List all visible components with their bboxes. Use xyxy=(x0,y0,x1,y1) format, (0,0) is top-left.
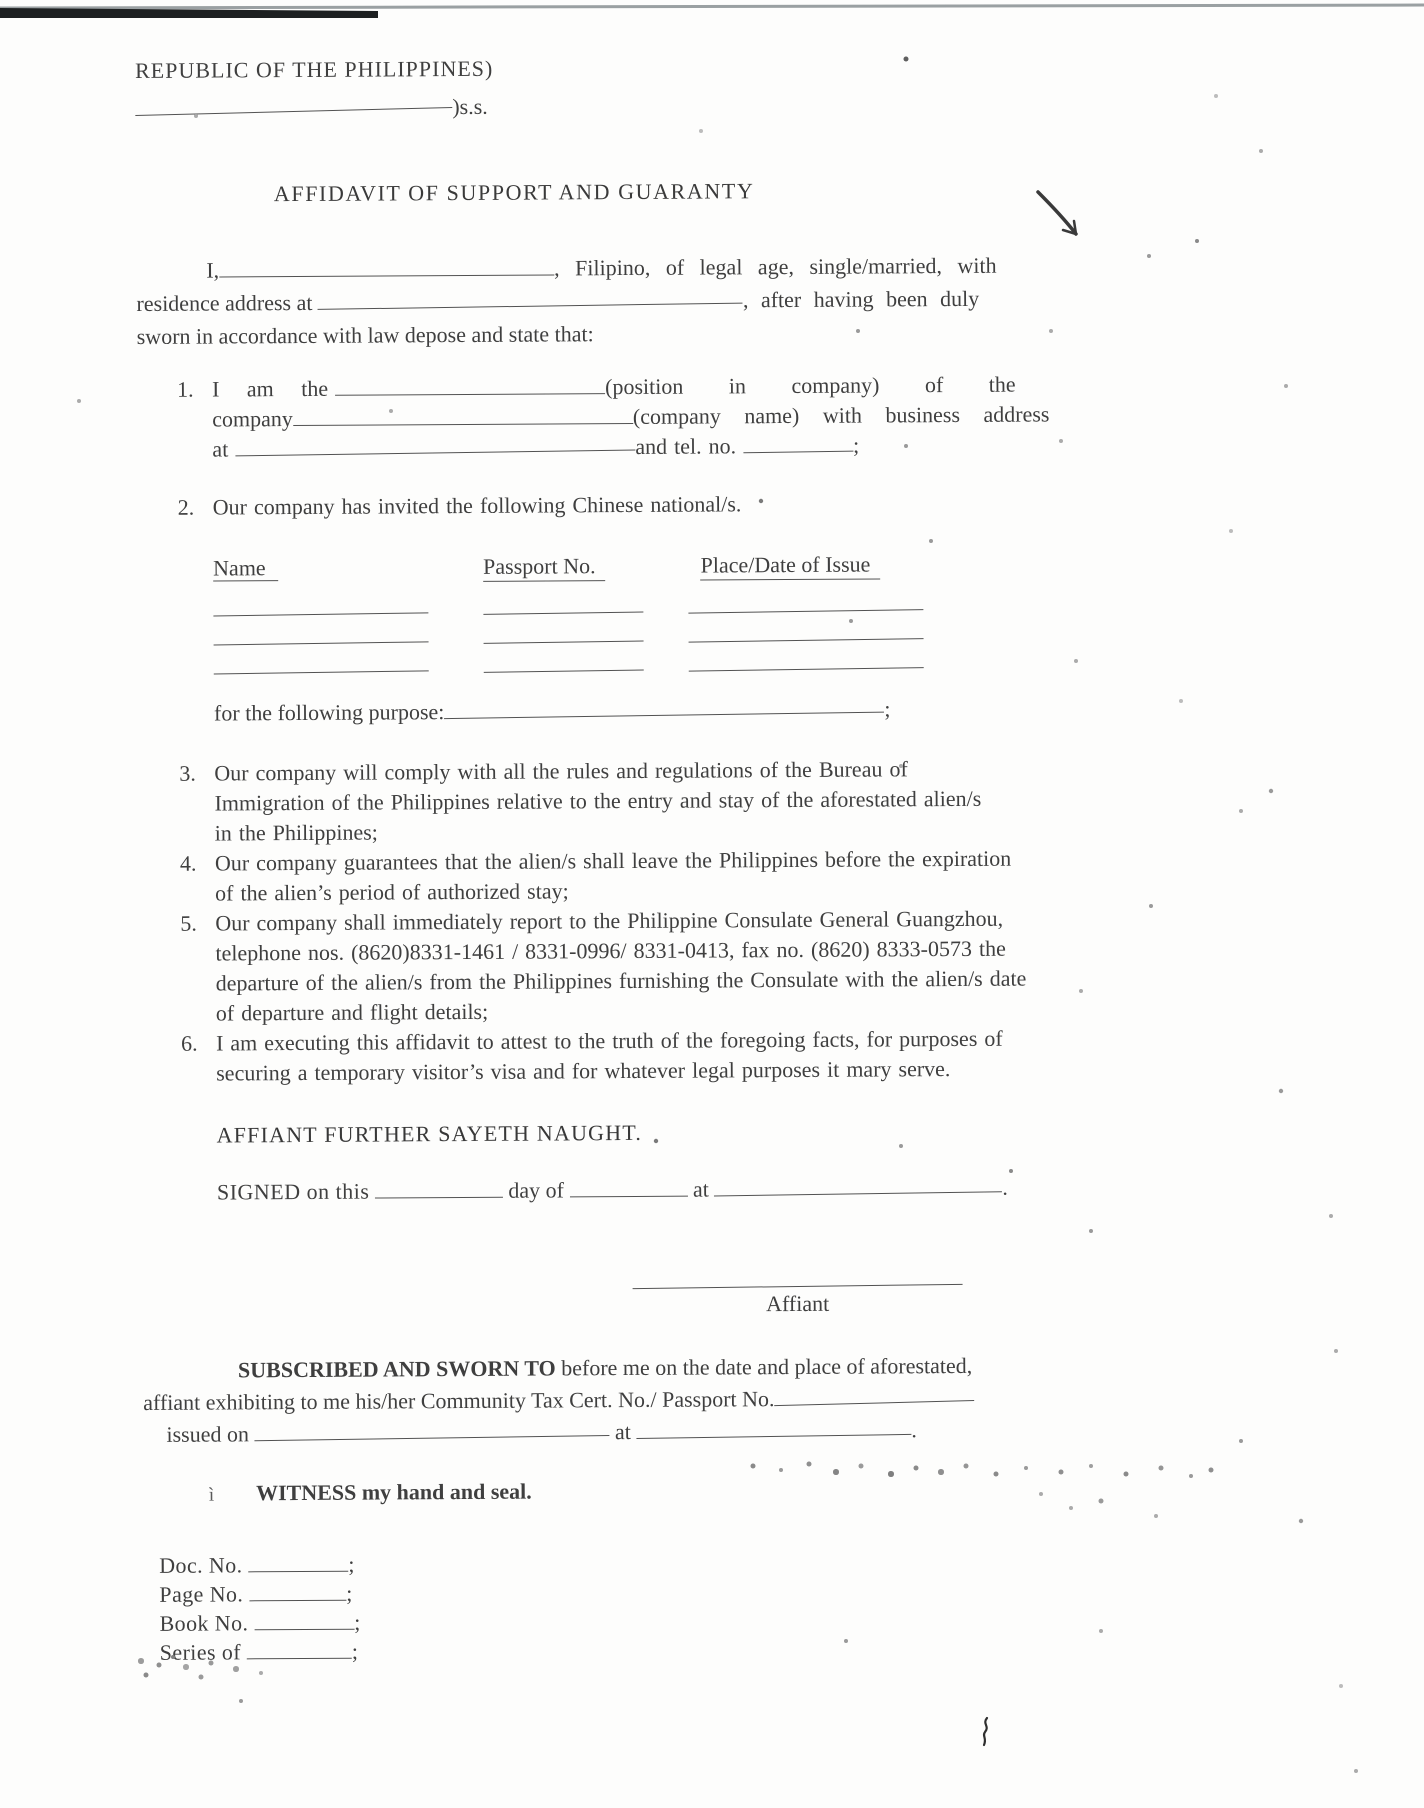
passport-blank xyxy=(483,590,643,615)
jurat-paragraph xyxy=(143,1349,1174,1451)
clause-5-line-3: departure of the alien/s from the Philippines furnishing the Consulate with the alien/s date xyxy=(215,965,1027,996)
signed-period: . xyxy=(1002,1174,1008,1200)
clause-1-line-3 xyxy=(212,429,1167,465)
cert-number-blank xyxy=(774,1380,974,1406)
document-content xyxy=(135,52,1175,1667)
clause-5-number: 5. xyxy=(180,910,197,936)
purpose-line xyxy=(139,693,1169,729)
subscribed-sworn-label: SUBSCRIBED AND SWORN TO xyxy=(237,1355,556,1383)
col-header-name xyxy=(213,553,483,584)
affiant-label: Affiant xyxy=(765,1290,830,1317)
clause-4 xyxy=(140,843,1170,909)
clause-3-line-2: Immigration of the Philippines relative to the entry and stay of the aforestated alien/s xyxy=(214,785,982,816)
series-blank xyxy=(247,1640,352,1660)
clause-1-end: ; xyxy=(852,432,860,458)
book-no-semi: ; xyxy=(354,1609,361,1635)
clause-5-line-1: Our company shall immediately report to the Philippine Consulate General Guangzhou, xyxy=(215,905,1004,936)
clause-3-number: 3. xyxy=(179,760,196,786)
witness-line xyxy=(144,1473,1174,1511)
venue-blank-line xyxy=(135,88,1165,124)
clause-2 xyxy=(138,487,1168,523)
clause-2-text: Our company has invited the following Chinese national/s. xyxy=(212,491,742,520)
passport-blank xyxy=(483,648,643,673)
signed-day-blank xyxy=(375,1177,503,1199)
clause-6-line-1: I am executing this affidavit to attest to the truth of the foregoing facts, for purposes of xyxy=(215,1025,1003,1056)
business-address-blank xyxy=(235,429,635,456)
clause-6-number: 6. xyxy=(180,1030,198,1056)
place-date-blank xyxy=(688,616,923,642)
clause-2-number: 2. xyxy=(177,494,195,520)
signed-at-label: at xyxy=(692,1176,709,1202)
stray-paren-mark: ì xyxy=(208,1484,215,1506)
passport-blank xyxy=(483,619,643,644)
tel-blank xyxy=(743,431,853,454)
witness-text: WITNESS my hand and seal. xyxy=(255,1478,532,1506)
venue-line: REPUBLIC OF THE PHILIPPINES) xyxy=(135,55,494,83)
clause-1-lead: I am the xyxy=(211,375,329,402)
series-semi: ; xyxy=(351,1638,359,1664)
scan-noise-speckles xyxy=(0,0,2,2)
tel-label: and tel. no. xyxy=(635,433,737,459)
residence-label: residence address at xyxy=(136,289,313,316)
col-header-passport: Passport No. xyxy=(483,552,606,582)
residence-address-blank xyxy=(318,283,743,310)
clause-1 xyxy=(137,369,1168,465)
clause-5-line-4: of departure and flight details; xyxy=(215,998,489,1026)
name-blank xyxy=(213,619,428,645)
clause-1-line-2 xyxy=(212,399,1167,435)
invitees-table-headers xyxy=(213,549,1168,584)
jurat-line-3 xyxy=(143,1413,1173,1451)
series-label: Series of xyxy=(159,1639,242,1665)
col-header-place-date: Place/Date of Issue xyxy=(700,550,880,580)
purpose-end: ; xyxy=(884,696,891,722)
intro-line-3: sworn in accordance with law depose and state that: xyxy=(136,321,594,349)
clause-3 xyxy=(139,753,1170,849)
company-name-blank xyxy=(293,403,633,426)
clause-3-line-1: Our company will comply with all the rules and regulations of the Bureau of xyxy=(214,756,908,786)
clause-6-line-2: securing a temporary visitor’s visa and for whatever legal purposes it mary serve. xyxy=(216,1056,951,1086)
doc-no-blank xyxy=(248,1553,348,1573)
page-no-label: Page No. xyxy=(159,1581,244,1607)
invitees-table xyxy=(138,549,1169,681)
scanner-artifact-bar xyxy=(0,8,378,18)
signed-line xyxy=(142,1172,1172,1208)
clause-4-line-1: Our company guarantees that the alien/s shall leave the Philippines before the expiration xyxy=(214,845,1012,876)
day-of-label: day of xyxy=(508,1177,565,1203)
book-no-label: Book No. xyxy=(159,1610,249,1636)
issued-on-label: issued on xyxy=(166,1421,249,1447)
company-label: company xyxy=(212,406,293,432)
clause-4-line-2: of the alien’s period of authorized stay; xyxy=(215,878,569,906)
intro-line2-tail: , after having been duly xyxy=(742,285,980,313)
purpose-label: for the following purpose: xyxy=(213,699,445,726)
clause-5 xyxy=(140,903,1171,1029)
intro-paragraph xyxy=(136,248,1167,353)
business-address-label: at xyxy=(212,436,229,462)
clause-6 xyxy=(141,1023,1171,1089)
notary-block xyxy=(144,1545,1175,1667)
book-no-blank xyxy=(254,1611,354,1631)
jurat-line1-rest: before me on the date and place of aforestated, xyxy=(555,1352,973,1381)
issued-date-blank xyxy=(254,1415,609,1441)
doc-no-label: Doc. No. xyxy=(159,1552,243,1578)
signed-label: SIGNED on this xyxy=(216,1178,370,1205)
clause-4-number: 4. xyxy=(179,850,197,876)
pen-arrow-mark xyxy=(1032,186,1102,261)
table-row xyxy=(214,646,1169,681)
issued-at-label: at xyxy=(614,1418,631,1445)
ss-label: )s.s. xyxy=(452,93,488,120)
clause-3-line-3: in the Philippines; xyxy=(214,819,378,846)
jurat-period: . xyxy=(911,1417,917,1443)
intro-after-name: , Filipino, of legal age, single/married, with xyxy=(554,252,997,281)
affiant-name-blank xyxy=(219,254,554,277)
squiggle-mark xyxy=(978,1716,994,1748)
company-caption: (company name) with business address xyxy=(632,401,1050,429)
signed-place-blank xyxy=(714,1171,1002,1196)
position-caption: (position in company) of the xyxy=(605,371,1016,400)
document-title: AFFIDAVIT OF SUPPORT AND GUARANTY xyxy=(273,178,755,207)
sayeth-line: AFFIANT FURTHER SAYETH NAUGHT. xyxy=(216,1119,643,1148)
scan-smudge-bottom-left xyxy=(130,1652,132,1654)
name-blank xyxy=(213,648,428,674)
name-blank xyxy=(213,590,428,616)
jurat-line2-text: affiant exhibiting to me his/her Community Tax Cert. No./ Passport No. xyxy=(143,1386,775,1415)
scanner-artifact-line xyxy=(0,4,1424,10)
scan-noise-band xyxy=(740,1455,742,1457)
affiant-signature-block xyxy=(632,1263,962,1318)
intro-lead: I, xyxy=(206,257,220,283)
page-no-semi: ; xyxy=(346,1580,353,1606)
affiant-signature-line xyxy=(632,1262,962,1289)
issued-place-blank xyxy=(636,1414,911,1439)
signed-month-blank xyxy=(569,1176,687,1198)
position-blank xyxy=(335,373,605,396)
page-no-blank xyxy=(249,1582,346,1602)
series-line xyxy=(160,1632,1175,1667)
clause-1-number: 1. xyxy=(176,376,194,402)
place-date-blank xyxy=(688,645,923,671)
purpose-blank xyxy=(444,692,884,720)
clauses xyxy=(137,369,1171,1089)
invitees-table-rows xyxy=(213,588,1169,681)
clause-5-line-2: telephone nos. (8620)8331-1461 / 8331-0996/ 8331-0413, fax no. (8620) 8333-0573 the xyxy=(215,935,1006,966)
doc-no-semi: ; xyxy=(348,1551,355,1577)
place-date-blank xyxy=(688,587,923,613)
venue-blank xyxy=(135,87,452,116)
col-header-name-text: Name xyxy=(213,555,278,581)
